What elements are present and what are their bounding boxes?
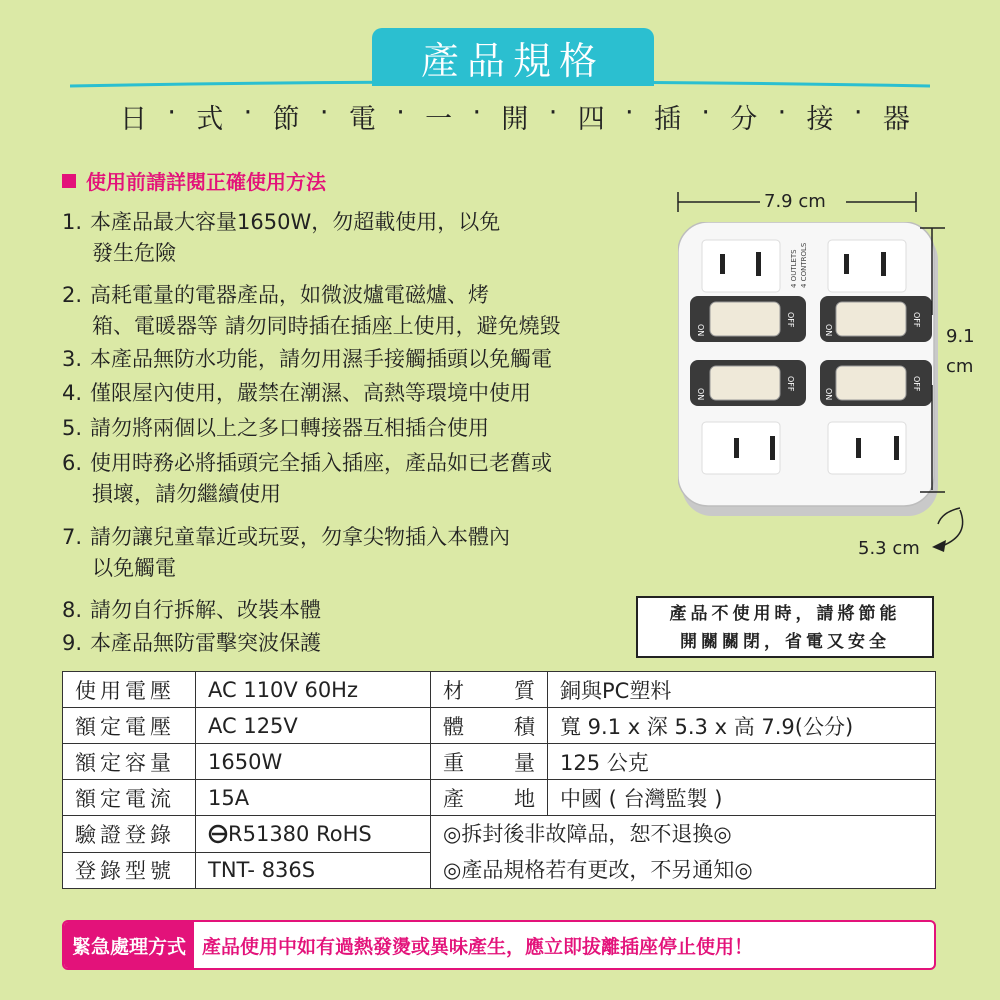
spec-label: 額定電壓 <box>63 708 196 744</box>
subtitle-char: · <box>243 97 253 128</box>
spec-value: AC 125V <box>196 708 431 744</box>
rule-text: 請勿自行拆解、改裝本體 <box>90 598 321 622</box>
rule-number: 4. <box>62 381 83 405</box>
energy-saving-notice <box>636 596 934 658</box>
spec-label: 額定電流 <box>63 780 196 816</box>
table-row <box>63 708 936 744</box>
spec-label: 重量 <box>431 744 548 780</box>
rule-item <box>62 628 321 659</box>
spec-value: 125 公克 <box>548 744 936 780</box>
switch-off-label: OFF <box>786 376 795 392</box>
switch-off-label: OFF <box>912 312 921 328</box>
notice-line: 產品不使用時，請將節能 <box>669 604 901 624</box>
section-heading <box>62 166 326 195</box>
page-title: 產品規格 <box>372 28 654 86</box>
rule-item <box>62 522 510 584</box>
table-row <box>63 780 936 816</box>
rule-text: 使用時務必將插頭完全插入插座，產品如已老舊或 <box>90 451 552 475</box>
subtitle-char: 電 <box>348 104 376 135</box>
subtitle-char: 接 <box>806 104 834 135</box>
spec-value: AC 110V 60Hz <box>196 672 431 708</box>
rule-text: 高耗電量的電器產品，如微波爐電磁爐、烤 <box>90 283 489 307</box>
subtitle-char: · <box>853 97 863 128</box>
rule-text: 請勿讓兒童靠近或玩耍，勿拿尖物插入本體內 <box>90 525 510 549</box>
rule-text: 本產品無防水功能，請勿用濕手接觸插頭以免觸電 <box>90 347 552 371</box>
subtitle-char: 一 <box>425 104 453 135</box>
dimension-width: 7.9 cm <box>764 191 826 212</box>
spec-note: ◎產品規格若有更改，不另通知◎ <box>443 858 753 882</box>
rule-text: 以免觸電 <box>92 556 176 580</box>
rule-item <box>62 413 489 444</box>
spec-table <box>62 671 936 889</box>
spec-label: 使用電壓 <box>63 672 196 708</box>
dimension-lines <box>670 190 970 560</box>
dimension-height-unit: cm <box>946 356 974 377</box>
controls-label: 4 CONTROLS <box>800 242 808 288</box>
rule-item <box>62 280 561 342</box>
subtitle-char: 節 <box>272 104 300 135</box>
rule-item <box>62 448 552 510</box>
spec-note: ◎拆封後非故障品，恕不退換◎ <box>443 822 732 846</box>
spec-label: 材質 <box>431 672 548 708</box>
switch-off-label: OFF <box>912 376 921 392</box>
spec-value: TNT- 836S <box>196 852 431 889</box>
table-row <box>63 744 936 780</box>
subtitle-char: 日 <box>120 104 147 135</box>
switch-on-label: ON <box>824 324 833 337</box>
outlets-label: 4 OUTLETS <box>790 249 798 288</box>
dimension-height-number: 9.1 <box>946 326 975 347</box>
spec-value: 1650W <box>196 744 431 780</box>
subtitle-char: · <box>167 97 176 128</box>
rule-text: 請勿將兩個以上之多口轉接器互相插合使用 <box>90 416 489 440</box>
rule-number: 9. <box>62 631 83 655</box>
subtitle-char: 開 <box>501 104 529 135</box>
emergency-text: 產品使用中如有過熱發燙或異味產生，應立即拔離插座停止使用！ <box>202 935 754 958</box>
rule-number: 6. <box>62 451 83 475</box>
rule-text: 僅限屋內使用，嚴禁在潮濕、高熱等環境中使用 <box>90 381 531 405</box>
rule-number: 2. <box>62 283 83 307</box>
spec-value: 中國 ( 台灣監製 ) <box>548 780 936 816</box>
rule-number: 8. <box>62 598 83 622</box>
switch-on-label: ON <box>696 324 705 337</box>
spec-label: 產地 <box>431 780 548 816</box>
rule-text: 本產品無防雷擊突波保護 <box>90 631 321 655</box>
spec-label: 額定容量 <box>63 744 196 780</box>
subtitle-char: 四 <box>577 104 605 135</box>
subtitle-char: · <box>548 97 558 128</box>
rule-number: 3. <box>62 347 83 371</box>
switch-off-label: OFF <box>786 312 795 328</box>
subtitle-char: · <box>396 97 405 128</box>
switch-on-label: ON <box>696 388 705 401</box>
rule-item <box>62 344 552 375</box>
rule-text: 損壞，請勿繼續使用 <box>92 482 281 506</box>
bsmi-cert-icon <box>208 824 228 844</box>
section-heading-text: 使用前請詳閱正確使用方法 <box>86 170 326 194</box>
spec-value: 銅與PC塑料 <box>548 672 936 708</box>
dimension-depth: 5.3 cm <box>858 538 920 559</box>
product-subtitle <box>120 97 910 136</box>
rule-number: 7. <box>62 525 83 549</box>
square-bullet-icon <box>62 174 76 188</box>
rule-number: 1. <box>62 210 83 234</box>
subtitle-char: · <box>777 97 787 128</box>
rule-item <box>62 378 531 409</box>
table-row <box>63 816 936 853</box>
rule-text: 本產品最大容量1650W，勿超載使用，以免 <box>90 210 501 234</box>
spec-value: R51380 RoHS <box>228 821 372 846</box>
spec-value: 寬 9.1 x 深 5.3 x 高 7.9(公分) <box>548 708 936 744</box>
subtitle-char: 插 <box>653 104 681 135</box>
spec-label: 體積 <box>431 708 548 744</box>
spec-notes <box>431 816 936 889</box>
subtitle-char: 器 <box>882 104 910 135</box>
spec-value: 15A <box>196 780 431 816</box>
subtitle-char: · <box>472 97 482 128</box>
subtitle-char: 式 <box>196 104 224 135</box>
rule-number: 5. <box>62 416 83 440</box>
rule-item <box>62 595 321 626</box>
table-row <box>63 672 936 708</box>
subtitle-char: · <box>625 97 634 128</box>
spec-label: 登錄型號 <box>63 852 196 889</box>
switch-on-label: ON <box>824 388 833 401</box>
subtitle-char: · <box>319 97 329 128</box>
rule-text: 箱、電暖器等 請勿同時插在插座上使用，避免燒毀 <box>92 314 561 338</box>
notice-line: 開關關閉，省電又安全 <box>680 632 890 652</box>
spec-label: 驗證登錄 <box>63 816 196 853</box>
emergency-label: 緊急處理方式 <box>64 922 194 968</box>
subtitle-char: · <box>701 97 710 128</box>
rule-item <box>62 207 500 269</box>
rule-text: 發生危險 <box>92 241 176 265</box>
cert-value-cell <box>196 816 431 853</box>
emergency-instructions <box>62 920 936 970</box>
subtitle-char: 分 <box>730 104 758 135</box>
